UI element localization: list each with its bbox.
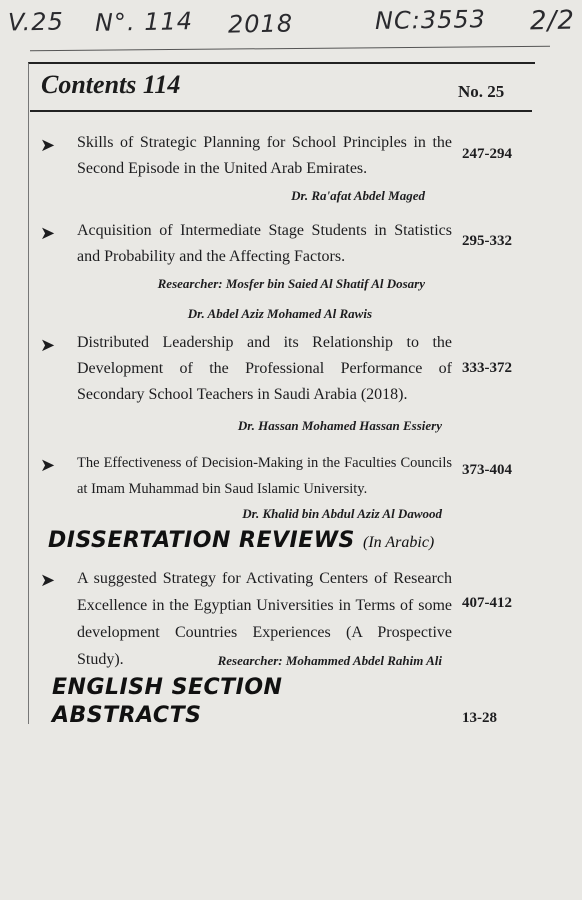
arrow-bullet-icon: ➤ — [40, 455, 56, 475]
abstracts-heading: ABSTRACTS — [52, 703, 202, 728]
entry-pages: 247-294 — [462, 146, 512, 162]
dissertation-subheading: (In Arabic) — [363, 534, 435, 551]
entry-title: Acquisition of Intermediate Stage Students in Statistics and Probability and the Affecting Factors. — [77, 222, 452, 265]
entry-pages: 333-372 — [462, 360, 512, 376]
entry-title: Distributed Leadership and its Relationship to the Development of the Professional Performance of Secondary School Teachers in Saudi Arabia (2018). — [77, 334, 452, 403]
entry-author: Dr. Hassan Mohamed Hassan Essiery — [237, 418, 442, 433]
arrow-bullet-icon: ➤ — [40, 223, 56, 243]
entry-author: Dr. Abdel Aziz Mohamed Al Rawis — [187, 306, 372, 321]
english-section-heading: ENGLISH SECTION — [52, 675, 283, 700]
handwritten-year: 2018 — [227, 9, 294, 39]
title-divider — [30, 110, 532, 112]
handwritten-underline — [30, 46, 550, 52]
dissertation-reviews-heading — [48, 528, 434, 553]
issue-number: No. 25 — [458, 82, 505, 101]
contents-title: Contents 114 — [41, 70, 181, 99]
arrow-bullet-icon: ➤ — [40, 135, 56, 155]
entry-author: Dr. Khalid bin Abdul Aziz Al Dawood — [242, 506, 442, 521]
entry-title: A suggested Strategy for Activating Centers of Research Excellence in the Egyptian Universities in Terms of some development Countries Experiences (A Prospective Study). — [77, 570, 452, 668]
handwritten-fraction: 2/2 — [529, 5, 576, 37]
handwritten-number: N°. 114 — [94, 7, 194, 37]
entry-pages: 295-332 — [462, 233, 512, 249]
dissertation-heading-text: DISSERTATION REVIEWS — [48, 528, 355, 553]
handwritten-nc: NC:3553 — [374, 5, 487, 35]
entry-author: Researcher: Mosfer bin Saied Al Shatif Al Dosary — [157, 276, 425, 291]
entry-title: The Effectiveness of Decision-Making in the Faculties Councils at Imam Muhammad bin Saud Islamic University. — [77, 455, 452, 497]
arrow-bullet-icon: ➤ — [40, 570, 56, 590]
entry-title: Skills of Strategic Planning for School Principles in the Second Episode in the United Arab Emirates. — [77, 134, 452, 177]
english-section-pages: 13-28 — [462, 710, 497, 726]
entry-author: Dr. Ra'afat Abdel Maged — [291, 188, 425, 203]
entry-pages: 407-412 — [462, 595, 512, 611]
handwritten-volume: V.25 — [7, 7, 65, 37]
entry-pages: 373-404 — [462, 462, 512, 478]
arrow-bullet-icon: ➤ — [40, 335, 56, 355]
entry-author: Researcher: Mohammed Abdel Rahim Ali — [217, 653, 442, 668]
